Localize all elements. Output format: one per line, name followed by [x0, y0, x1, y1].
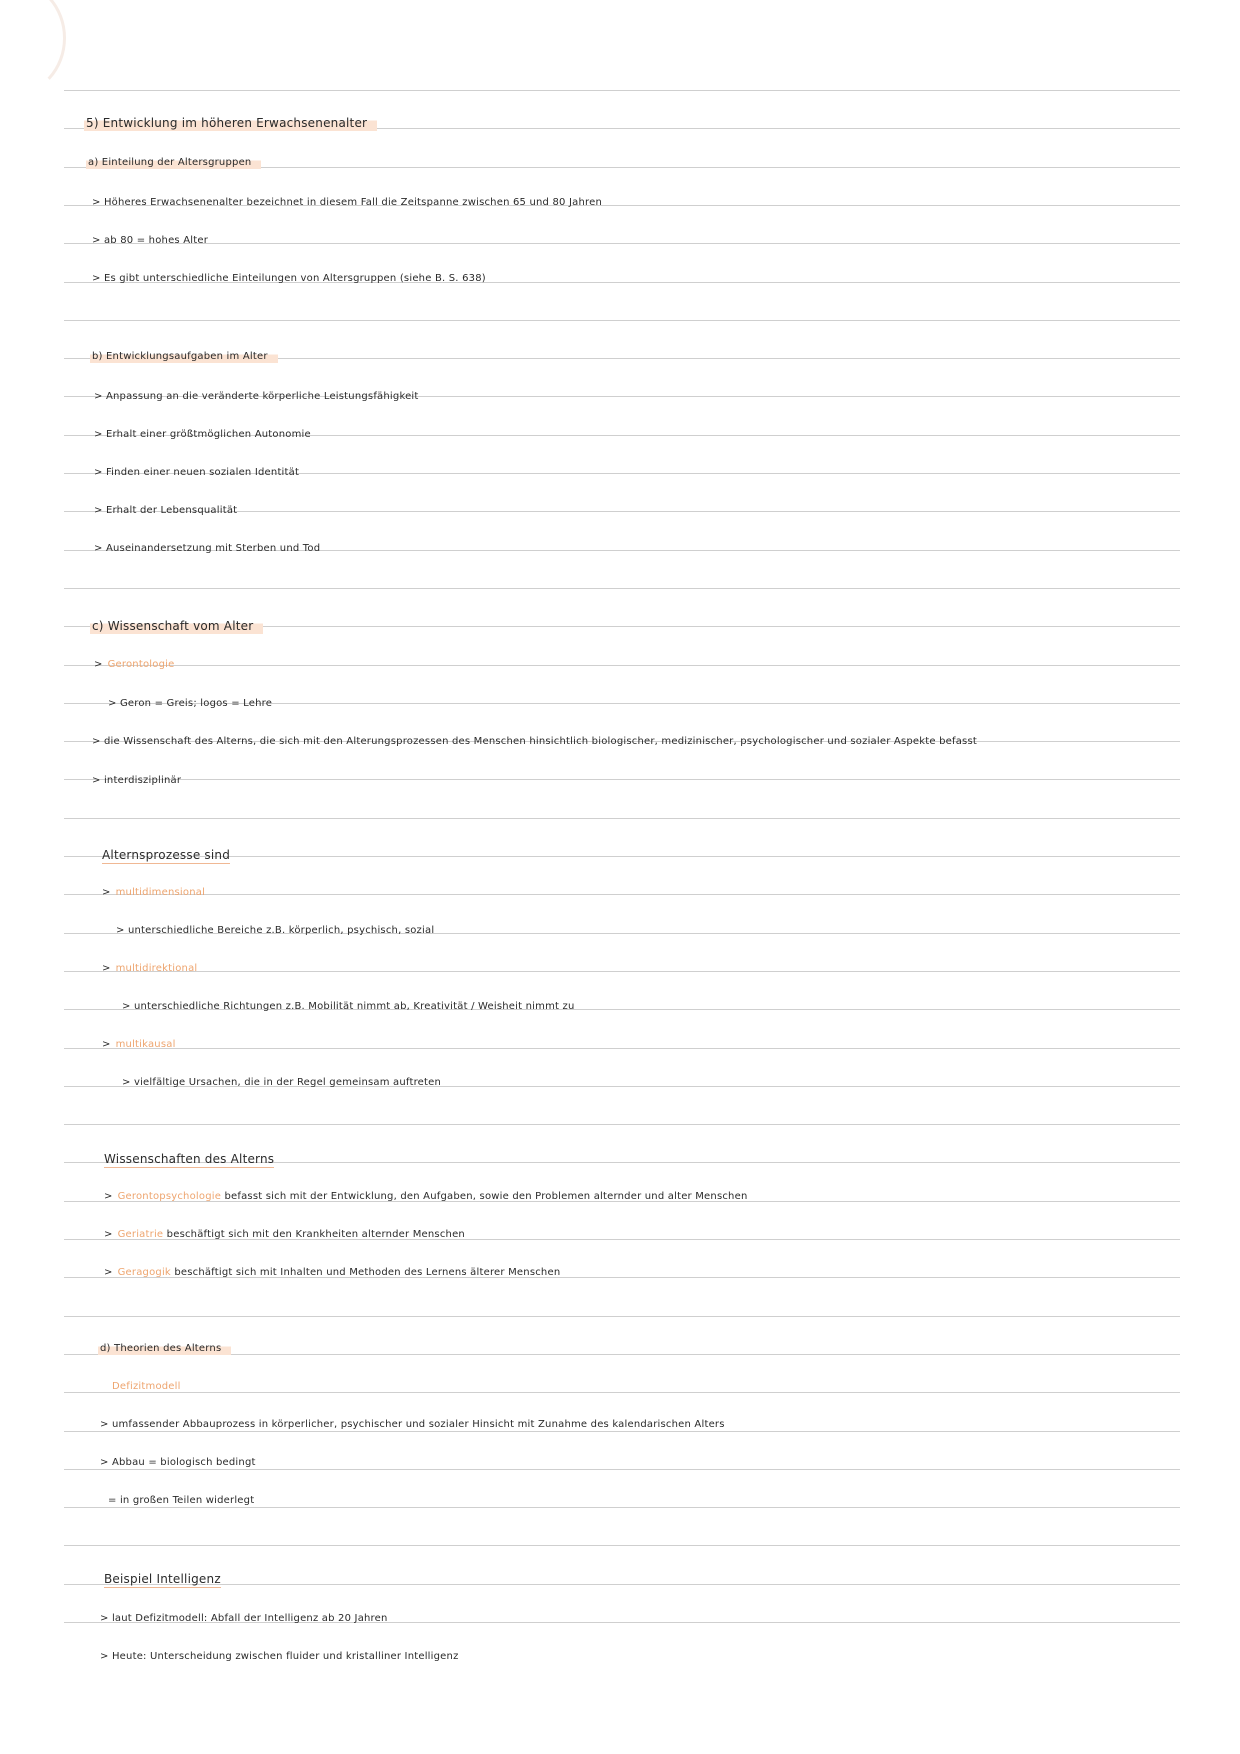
list-item: > Höheres Erwachsenenalter bezeichnet in diesem Fall die Zeitspanne zwischen 65 und 80 Jahren	[92, 197, 602, 208]
item-text: beschäftigt sich mit den Krankheiten alternder Menschen	[166, 1229, 465, 1240]
rule-line	[64, 1545, 1180, 1546]
list-item	[104, 1190, 748, 1204]
list-item: > Erhalt der Lebensqualität	[94, 505, 238, 516]
subheading-b-text: b) Entwicklungsaufgaben im Alter	[90, 351, 278, 363]
rule-line	[64, 1392, 1180, 1393]
subheading-b	[90, 350, 278, 364]
list-item: > Erhalt einer größtmöglichen Autonomie	[94, 429, 311, 440]
list-item: > Auseinandersetzung mit Sterben und Tod	[94, 543, 321, 554]
list-item: > Geron = Greis; logos = Lehre	[108, 698, 273, 709]
term-highlight: Geragogik	[117, 1267, 171, 1278]
rule-line	[64, 1124, 1180, 1125]
rule-line	[64, 588, 1180, 589]
list-item: > vielfältige Ursachen, die in der Regel gemeinsam auftreten	[122, 1077, 442, 1088]
term-highlight: Gerontologie	[107, 659, 175, 670]
subheading-d-text: d) Theorien des Alterns	[98, 1343, 231, 1355]
rule-line	[64, 856, 1180, 857]
list-item: > laut Defizitmodell: Abfall der Intelligenz ab 20 Jahren	[100, 1613, 388, 1624]
rule-line	[64, 243, 1180, 244]
term-highlight: Gerontopsychologie	[117, 1191, 222, 1202]
rule-line	[64, 1584, 1180, 1585]
rule-line	[64, 971, 1180, 972]
list-item	[104, 1228, 465, 1242]
bullet: >	[104, 1267, 113, 1278]
subheading-a-text: a) Einteilung der Altersgruppen	[86, 157, 261, 169]
list-item: > Finden einer neuen sozialen Identität	[94, 467, 300, 478]
section-title: 5) Entwicklung im höheren Erwachsenenalter	[84, 116, 377, 131]
list-item: > Anpassung an die veränderte körperliche Leistungsfähigkeit	[94, 391, 419, 402]
bullet: >	[102, 963, 111, 974]
rule-line	[64, 1048, 1180, 1049]
subheading-alternsprozesse-text: Alternsprozesse sind	[102, 848, 231, 862]
subheading-alternsprozesse	[102, 848, 230, 862]
list-item	[102, 886, 205, 900]
list-item: > ab 80 = hohes Alter	[92, 235, 209, 246]
rule-line	[64, 894, 1180, 895]
list-item: = in großen Teilen widerlegt	[108, 1495, 255, 1506]
subheading-d	[98, 1342, 231, 1356]
rule-line	[64, 1316, 1180, 1317]
list-item: > umfassender Abbauprozess in körperlicher, psychischer und sozialer Hinsicht mit Zunahme des kalendarischen Alters	[100, 1419, 725, 1430]
term-highlight: Geriatrie	[117, 1229, 164, 1240]
list-item: > Es gibt unterschiedliche Einteilungen von Altersgruppen (siehe B. S. 638)	[92, 273, 486, 284]
bullet: >	[104, 1229, 113, 1240]
subheading-beispiel	[104, 1572, 221, 1586]
list-item: > unterschiedliche Richtungen z.B. Mobilität nimmt ab, Kreativität / Weisheit nimmt zu	[122, 1001, 575, 1012]
section-heading	[84, 116, 377, 130]
subheading-c	[90, 619, 263, 633]
rule-line	[64, 320, 1180, 321]
bullet: >	[94, 659, 103, 670]
subheading-c-text: c) Wissenschaft vom Alter	[90, 619, 263, 634]
list-item	[104, 1266, 560, 1280]
term-highlight: multidimensional	[115, 887, 206, 898]
term-line	[112, 1380, 181, 1394]
subheading-wissenschaften-text: Wissenschaften des Alterns	[104, 1152, 275, 1166]
subheading-wissenschaften	[104, 1152, 274, 1166]
item-text: befasst sich mit der Entwicklung, den Aufgaben, sowie den Problemen alternder und alter Menschen	[224, 1191, 748, 1202]
term-highlight: Defizitmodell	[112, 1381, 181, 1392]
subheading-a	[86, 156, 261, 170]
rule-line	[64, 665, 1180, 666]
list-item: > Heute: Unterscheidung zwischen fluider und kristalliner Intelligenz	[100, 1651, 459, 1662]
list-item: > die Wissenschaft des Alterns, die sich mit den Alterungsprozessen des Menschen hinsichtlich biologischer, medizinischer, psychologischer und sozialer Aspekte befasst	[92, 736, 977, 747]
bullet: >	[102, 1039, 111, 1050]
list-item	[94, 658, 174, 672]
page-corner-mark	[0, 0, 66, 96]
list-item: > unterschiedliche Bereiche z.B. körperlich, psychisch, sozial	[116, 925, 435, 936]
rule-line	[64, 1354, 1180, 1355]
rule-line	[64, 779, 1180, 780]
list-item: > Abbau = biologisch bedingt	[100, 1457, 256, 1468]
item-text: beschäftigt sich mit Inhalten und Methoden des Lernens älterer Menschen	[174, 1267, 561, 1278]
term-highlight: multidirektional	[115, 963, 198, 974]
term-highlight: multikausal	[115, 1039, 176, 1050]
bullet: >	[104, 1191, 113, 1202]
rule-line	[64, 90, 1180, 91]
list-item	[102, 1038, 176, 1052]
list-item	[102, 962, 197, 976]
subheading-beispiel-text: Beispiel Intelligenz	[104, 1572, 221, 1586]
list-item: > interdisziplinär	[92, 775, 182, 786]
bullet: >	[102, 887, 111, 898]
rule-line	[64, 818, 1180, 819]
